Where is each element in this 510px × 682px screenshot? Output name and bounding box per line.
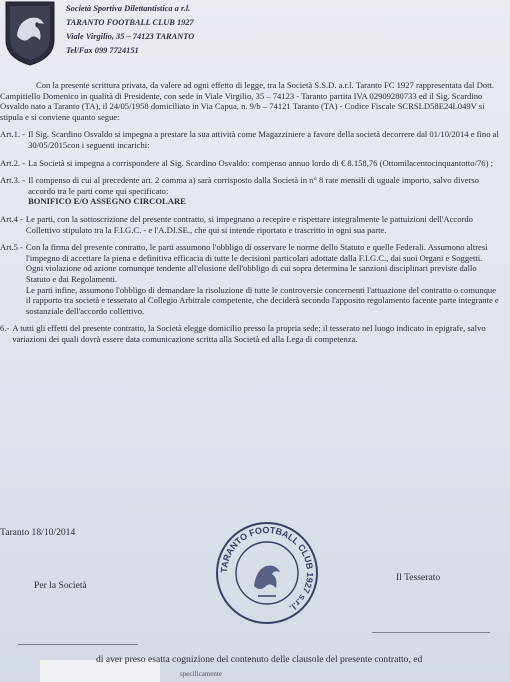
footer-clause-continued: specificamente bbox=[180, 670, 222, 678]
club-crest-logo bbox=[4, 0, 56, 66]
footer-clause: di aver preso esatta cognizione del contenuto delle clausole del presente contratto, ed bbox=[96, 654, 423, 665]
intro-paragraph: Con la presente scrittura privata, da valere ad ogni effetto di legge, tra la Società S.S.D. a.r.l. Taranto FC 1927 rappresentata dal Dott. Campitiello Domenico in qualità di Presidente, con sede in Viale Virgilio, 35 – 74123 - Taranto partita IVA 02909280733 ed il Sig. Scardino Osvaldo nato a Taranto (TA), il 24/05/1958 domiciliato in Via Capua, n. 9/b – 74121 Taranto (TA) - Codice Fiscale SCRSLD58E24L049V si stipula e si conviene quanto segue: bbox=[0, 80, 494, 122]
contract-body bbox=[0, 80, 500, 351]
club-address: Viale Virgilio, 35 – 74123 TARANTO bbox=[66, 32, 195, 41]
article-number: Art.4 - bbox=[0, 213, 23, 224]
article-3 bbox=[0, 175, 500, 207]
article-text: La Società si impegna a corrispondere al Sig. Scardino Osvaldo: compenso annuo lordo di € 8.158,76 (Ottomilacentocinquantotto/76) ; bbox=[28, 157, 493, 168]
payment-method: BONIFICO E/O ASSEGNO CIRCOLARE bbox=[28, 196, 186, 207]
member-signature-label: Il Tesserato bbox=[396, 572, 441, 583]
article-number: Art.5 - bbox=[0, 242, 23, 253]
article-5 bbox=[0, 242, 500, 316]
article-text: Il Sig. Scardino Osvaldo si impegna a prestare la sua attività come Magazziniere a favore della società decorrere dal 01/10/2014 e fino al 30/05/2015con i seguenti incarichi: bbox=[28, 129, 499, 150]
member-signature-line bbox=[372, 632, 490, 633]
article-4 bbox=[0, 214, 500, 235]
article-1 bbox=[0, 129, 500, 150]
article-text: Il compenso di cui al precedente art. 2 comma a) sarà corrisposto dalla Società in n° 8 rate mensili di uguale importo, salvo diverso accordo tra le parti come qui specificato: bbox=[28, 175, 479, 196]
article-text: Le parti, con la sottoscrizione del presente contratto, si impegnano a recepire e rispettare integralmente le pattuizioni dell'Accordo Collettivo stipulato tra la F.I.G.C. - e l'A.DI.SE., che qui si intende riportato e trascritto in ogni sua parte. bbox=[25, 213, 473, 235]
club-stamp bbox=[214, 520, 320, 626]
stamp-text: TARANTO FOOTBALL CLUB 1927 s.r.l. bbox=[218, 524, 316, 614]
club-name: TARANTO FOOTBALL CLUB 1927 bbox=[66, 18, 194, 27]
club-signature-label: Per la Società bbox=[34, 580, 87, 591]
article-text: A tutti gli effetti del presente contratto, la Società elegge domicilio presso la propria sede; il tesserato nel luogo indicato in epigrafe, salvo variazioni dei quali dovrà essere data comunicazione scritta alla Società ed alla Lega di competenza. bbox=[12, 323, 486, 344]
article-number: Art.3. - bbox=[0, 175, 26, 186]
article-number: Art.2. - bbox=[0, 157, 26, 168]
article-text-continued: Le parti infine, assumono l'obbligo di demandare la risoluzione di tutte le controversie concernenti l'attuazione del contratto o comunque il rapporto tra società e tesserato al Collegio Arbitrale competente, che deciderà secondo l'apposito regolamento facente parte integrante e sostanziale dell'accordo collettivo. bbox=[25, 284, 499, 316]
article-text: Con la firma del presente contratto, le parti assumono l'obbligo di osservare le norme dello Statuto e quelle Federali. Assumono altresì l'impegno di accettare la piena e definitiva efficacia di tutte le decisioni particolari adottate dalla F.I.G.C., dai suoi Organi e Soggetti. Ogni violazione od azione comunque tendente all'elusione dell'obbligo di cui sopra determina le sanzioni disciplinari previste dallo Statuto e dai Regolamenti. bbox=[25, 242, 488, 284]
article-2 bbox=[0, 158, 500, 169]
place-date: Taranto 18/10/2014 bbox=[0, 527, 76, 538]
article-6 bbox=[0, 323, 500, 344]
club-phone: Tel/Fax 099 7724151 bbox=[66, 46, 139, 55]
club-type: Società Sportiva Dilettantistica a r.l. bbox=[66, 4, 191, 13]
article-number: Art.1. - bbox=[0, 129, 26, 140]
letterhead bbox=[66, 2, 194, 58]
club-signature-line bbox=[18, 644, 138, 645]
article-number: 6.- bbox=[0, 323, 10, 334]
